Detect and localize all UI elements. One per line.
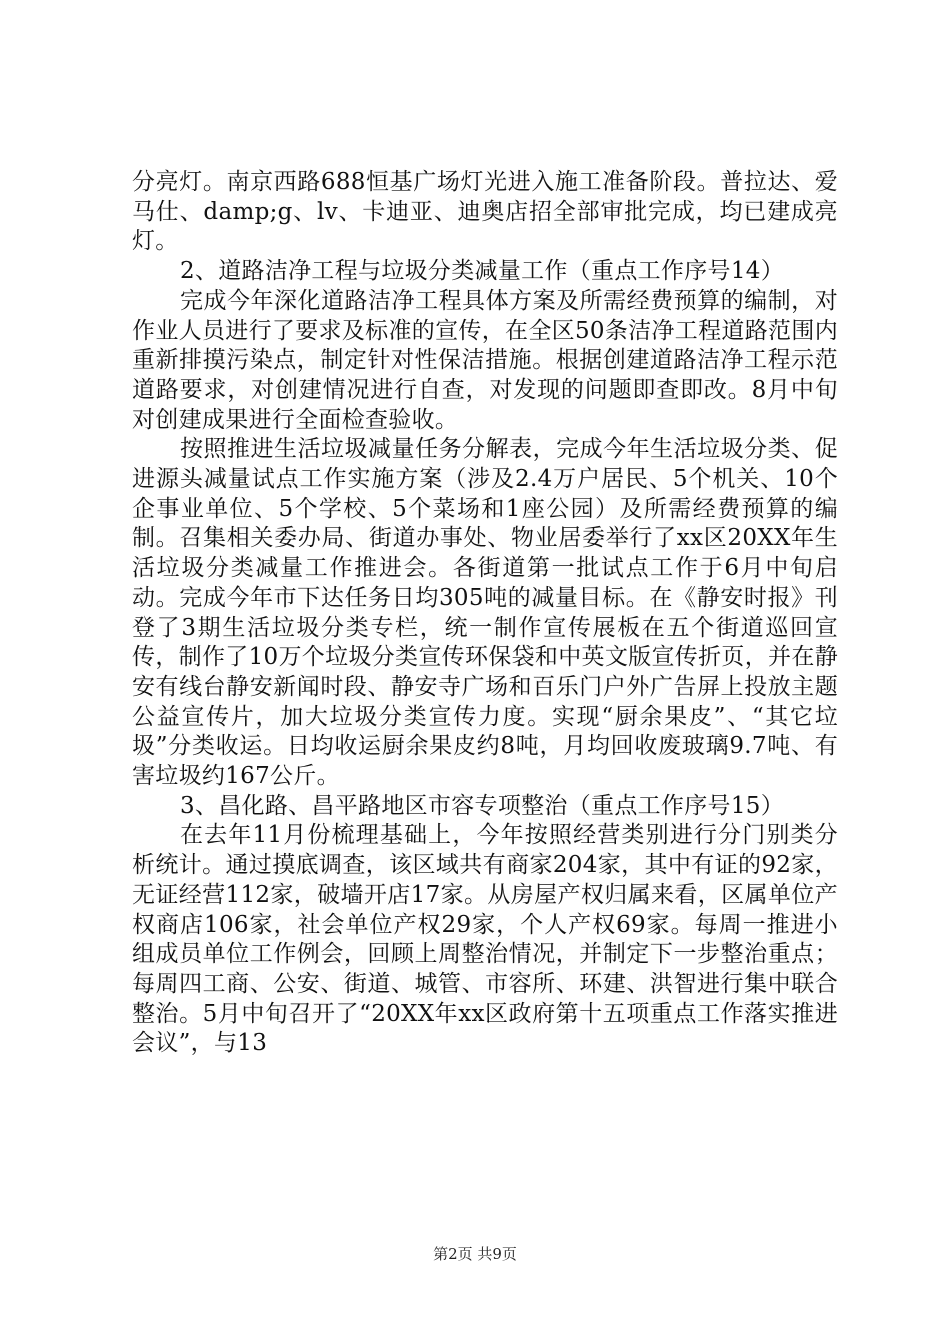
- section-heading-3: 3、昌化路、昌平路地区市容专项整治（重点工作序号15）: [180, 792, 784, 819]
- paragraph-3: 完成今年深化道路洁净工程具体方案及所需经费预算的编制，对作业人员进行了要求及标准的宣传，在全区50条洁净工程道路范围内重新排摸污染点，制定针对性保洁措施。根据创建道路洁净工程示范道路要求，对创建情况进行自查，对发现的问题即查即改。8月中旬对创建成果进行全面检查验收。: [132, 287, 838, 433]
- page-number-footer: 第2页 共9页: [433, 1245, 517, 1263]
- paragraph-6: 在去年11月份梳理基础上，今年按照经营类别进行分门别类分析统计。通过摸底调查，该区域共有商家204家，其中有证的92家，无证经营112家，破墙开店17家。从房屋产权归属来看，区属单位产权商店106家，社会单位产权29家，个人产权69家。每周一推进小组成员单位工作例会，回顾上周整治情况，并制定下一步整治重点；每周四工商、公安、街道、城管、市容所、环建、洪智进行集中联合整治。5月中旬召开了“20XX年xx区政府第十五项重点工作落实推进会议”，与13: [132, 822, 838, 1057]
- paragraph-4: 按照推进生活垃圾减量任务分解表，完成今年生活垃圾分类、促进源头减量试点工作实施方案（涉及2.4万户居民、5个机关、10个企事业单位、5个学校、5个菜场和1座公园）及所需经费预算的编制。召集相关委办局、街道办事处、物业居委举行了xx区20XX年生活垃圾分类减量工作推进会。各街道第一批试点工作于6月中旬启动。完成今年市下达任务日均305吨的减量目标。在《静安时报》刊登了3期生活垃圾分类专栏，统一制作宣传展板在五个街道巡回宣传，制作了10万个垃圾分类宣传环保袋和中英文版宣传折页，并在静安有线台静安新闻时段、静安寺广场和百乐门户外广告屏上投放主题公益宣传片，加大垃圾分类宣传力度。实现“厨余果皮”、“其它垃圾”分类收运。日均收运厨余果皮约8吨，月均回收废玻璃9.7吨、有害垃圾约167公斤。: [132, 436, 838, 790]
- paragraph-1: 分亮灯。南京西路688恒基广场灯光进入施工准备阶段。普拉达、爱马仕、damp;g、lv、卡迪亚、迪奥店招全部审批完成，均已建成亮灯。: [132, 169, 838, 255]
- document-body: [132, 168, 838, 1059]
- section-heading-2: 2、道路洁净工程与垃圾分类减量工作（重点工作序号14）: [180, 258, 784, 285]
